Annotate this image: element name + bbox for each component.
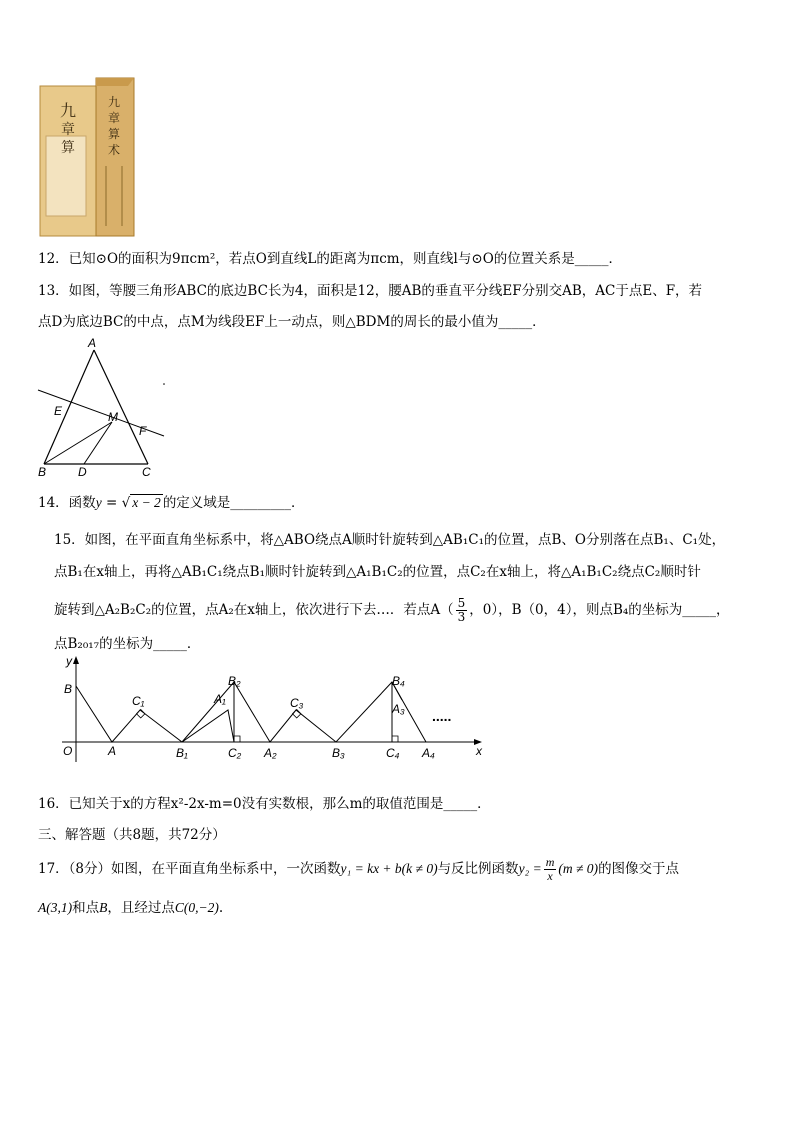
q14-y: y [95, 495, 102, 510]
question-14: 14．函数y = √ x − 2 的定义域是_________． [38, 495, 305, 511]
svg-text:算: 算 [107, 127, 121, 141]
q17-point-c: C(0,−2) [174, 900, 219, 915]
label-E: E [54, 404, 63, 418]
book-image [38, 76, 138, 238]
q17-y2-lhs: y₂ = [518, 861, 542, 876]
svg-text:章: 章 [61, 122, 75, 138]
label-O: O [63, 744, 73, 758]
label-A2: A₂ [264, 746, 277, 760]
q15-line3-b: ，0），B（0，4），则点B₄的坐标为_____， [469, 602, 730, 618]
q17-point-a: A(3,1) [38, 900, 73, 915]
q17-y2-condition: (m ≠ 0) [558, 861, 599, 876]
q17-text-a: 17．（8分）如图，在平面直角坐标系中，一次函数 [38, 861, 341, 877]
continuation-dots: ..... [432, 708, 452, 724]
question-15-line1: 15．如图，在平面直角坐标系中，将△ABO绕点A顺时针旋转到△AB₁C₁的位置，点B、O分别落在点B₁、C₁处， [54, 532, 726, 548]
q17-point-b: B [99, 900, 108, 915]
label-B2: B₂ [228, 674, 241, 688]
question-15-line3 [54, 597, 730, 624]
q14-suffix: 的定义域是_________． [162, 495, 305, 511]
axis-label-x: x [476, 744, 482, 758]
q17-text-b: 与反比例函数 [437, 861, 519, 877]
label-C2: C₂ [228, 746, 242, 760]
q17-fraction-m-over-x: $\frac{m}{x}$ [545, 855, 555, 883]
q14-eq: = [101, 495, 122, 511]
question-17-line1 [38, 856, 679, 883]
q17-text-e: ，且经过点 [107, 900, 175, 916]
q17-text-f: . [218, 900, 224, 916]
label-D: D [78, 465, 87, 479]
q17-text-d: 和点 [72, 900, 100, 916]
fraction-five-thirds: $\frac{5}{3}$ [457, 596, 466, 624]
axis-label-y: y [66, 654, 72, 668]
question-12: 12．已知⊙O的面积为9πcm²，若点O到直线L的距离为πcm，则直线l与⊙O的位置关系是_____． [38, 251, 623, 267]
svg-text:九: 九 [107, 95, 121, 109]
label-B: B [64, 682, 73, 696]
q14-radicand: x − 2 [132, 495, 161, 510]
question-15-line2: 点B₁在x轴上，再将△AB₁C₁绕点B₁顺时针旋转到△A₁B₁C₂的位置，点C₂在x轴上，将△A₁B₁C₂绕点C₂顺时针 [54, 564, 701, 580]
rotation-figure [56, 654, 496, 766]
section-heading: 三、解答题（共8题，共72分） [38, 827, 226, 843]
label-A: A [108, 744, 117, 758]
label-A4: A₄ [422, 746, 435, 760]
q17-text-c: 的图像交于点 [598, 861, 680, 877]
svg-text:术: 术 [107, 143, 121, 157]
q14-prefix: 14．函数 [38, 495, 96, 511]
svg-text:算: 算 [61, 140, 75, 156]
question-15-line4: 点B₂₀₁₇的坐标为_____． [54, 636, 201, 652]
label-C3: C₃ [290, 696, 304, 710]
label-C1: C₁ [132, 694, 145, 708]
label-B1: B₁ [176, 746, 188, 760]
label-A3: A₃ [392, 702, 405, 716]
triangle-figure [36, 338, 176, 484]
label-A1: A₁ [214, 692, 226, 706]
label-M: M [108, 410, 118, 424]
label-F: F [139, 424, 147, 438]
question-16: 16．已知关于x的方程x²-2x-m=0没有实数根，那么m的取值范围是_____． [38, 796, 491, 812]
label-C: C [142, 465, 151, 479]
label-B4: B₄ [392, 674, 405, 688]
svg-text:章: 章 [107, 111, 121, 125]
question-17-line2 [38, 898, 223, 918]
q15-line3-a: 旋转到△A₂B₂C₂的位置，点A₂在x轴上，依次进行下去…．若点A（ [54, 602, 454, 618]
q17-linear-function: y₁ = kx + b(k ≠ 0) [340, 861, 438, 876]
label-C4: C₄ [386, 746, 400, 760]
label-B3: B₃ [332, 746, 345, 760]
question-13-line2: 点D为底边BC的中点，点M为线段EF上一动点，则△BDM的周长的最小值为_____． [38, 314, 546, 330]
label-A: A [88, 336, 97, 350]
svg-text:九: 九 [59, 101, 77, 120]
label-B: B [38, 465, 47, 479]
question-13-line1: 13．如图，等腰三角形ABC的底边BC长为4，面积是12，腰AB的垂直平分线EF分别交AB，AC于点E、F，若 [38, 283, 703, 299]
